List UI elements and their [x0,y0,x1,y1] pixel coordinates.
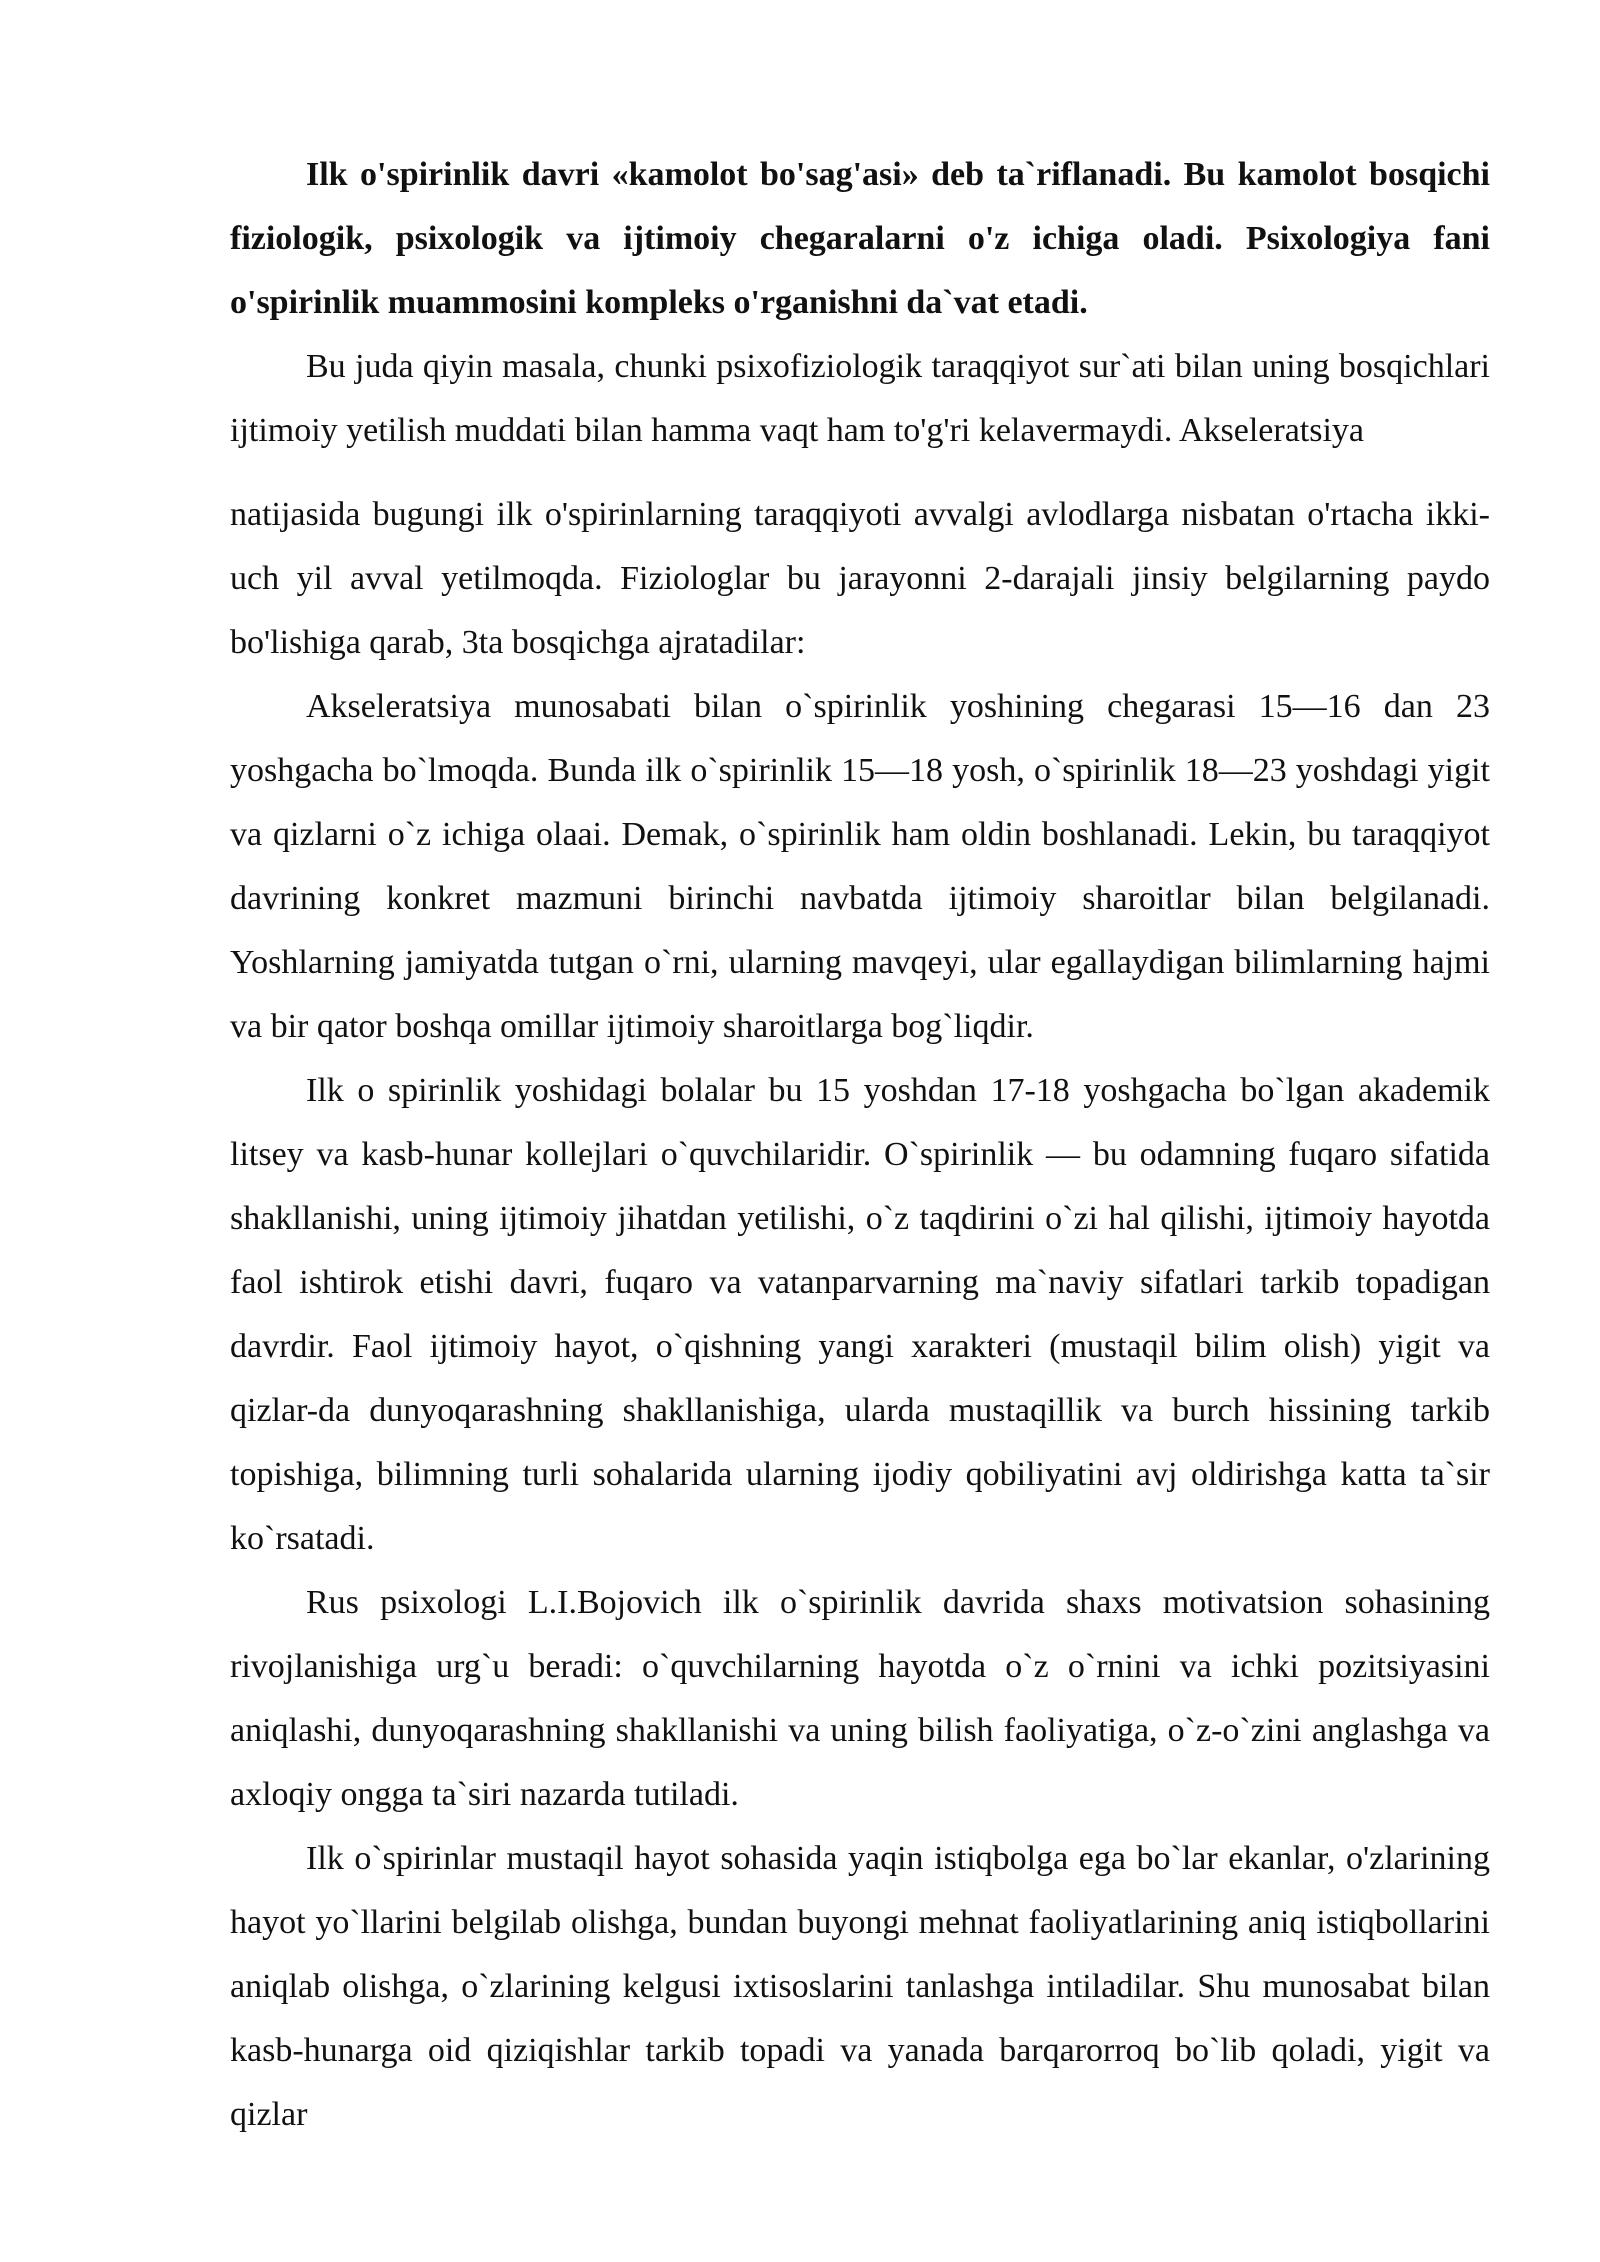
paragraph: Bu juda qiyin masala, chunki psixofiziologik taraqqiyot sur`ati bilan uning bosqichlari ijtimoiy yetilish muddati bilan hamma vaqt ham to'g'ri kelavermaydi. Akseleratsiya [230,348,1490,449]
document-page [230,143,1490,2147]
paragraph: Akseleratsiya munosabati bilan o`spirinlik yoshining chegarasi 15—16 dan 23 yoshgacha bo`lmoqda. Bunda ilk o`spirinlik 15—18 yosh, o`spirinlik 18—23 yoshdagi yigit va qizlarni o`z ichiga olaai. Demak, o`spirinlik ham oldin boshlanadi. Lekin, bu taraqqiyot davrining konkret mazmuni birinchi navbatda ijtimoiy sharoitlar bilan belgilanadi. Yoshlarning jamiyatda tutgan o`rni, ularning mavqeyi, ular egallaydigan bilimlarning hajmi va bir qator boshqa omillar ijtimoiy sharoitlarga bog`liqdir. [230,688,1490,1045]
paragraph: Ilk o spirinlik yoshidagi bolalar bu 15 yoshdan 17-18 yoshgacha bo`lgan akademik litsey va kasb-hunar kollejlari o`quvchilaridir. O`spirinlik — bu odamning fuqaro sifatida shakllanishi, uning ijtimoiy jihatdan yetilishi, o`z taqdirini o`zi hal qilishi, ijtimoiy hayotda faol ishtirok etishi davri, fuqaro va vatanparvarning ma`naviy sifatlari tarkib topadigan davrdir. Faol ijtimoiy hayot, o`qishning yangi xarakteri (mustaqil bilim olish) yigit va qizlar-da dunyoqarashning shakllanishiga, ularda mustaqillik va burch hissining tarkib topishiga, bilimning turli sohalarida ularning ijodiy qobiliyatini avj oldirishga katta ta`sir ko`rsatadi. [230,1072,1490,1557]
paragraph-continuation: natijasida bugungi ilk o'spirinlarning taraqqiyoti avvalgi avlodlarga nisbatan o'rtacha ikki-uch yil avval yetilmoqda. Fiziologlar bu jarayonni 2-darajali jinsiy belgilarning paydo bo'lishiga qarab, 3ta bosqichga ajratadilar: [230,496,1490,661]
paragraph-intro-bold: Ilk o'spirinlik davri «kamolot bo'sag'asi» deb ta`riflanadi. Bu kamolot bosqichi fiziologik, psixologik va ijtimoiy chegaralarni o'z ichiga oladi. Psixologiya fani o'spirinlik muammosini kompleks o'rganishni da`vat etadi. [230,156,1490,321]
paragraph: Rus psixologi L.I.Bojovich ilk o`spirinlik davrida shaxs motivatsion sohasining rivojlanishiga urg`u beradi: o`quvchilarning hayotda o`z o`rnini va ichki pozitsiyasini aniqlashi, dunyoqarashning shakllanishi va uning bilish faoliyatiga, o`z-o`zini anglashga va axloqiy ongga ta`siri nazarda tutiladi. [230,1584,1490,1813]
paragraph: Ilk o`spirinlar mustaqil hayot sohasida yaqin istiqbolga ega bo`lar ekanlar, o'zlarining hayot yo`llarini belgilab olishga, bundan buyongi mehnat faoliyatlarining aniq istiqbollarini aniqlab olishga, o`zlarining kelgusi ixtisoslarini tanlashga intiladilar. Shu munosabat bilan kasb-hunarga oid qiziqishlar tarkib topadi va yanada barqarorroq bo`lib qoladi, yigit va qizlar [230,1840,1490,2133]
